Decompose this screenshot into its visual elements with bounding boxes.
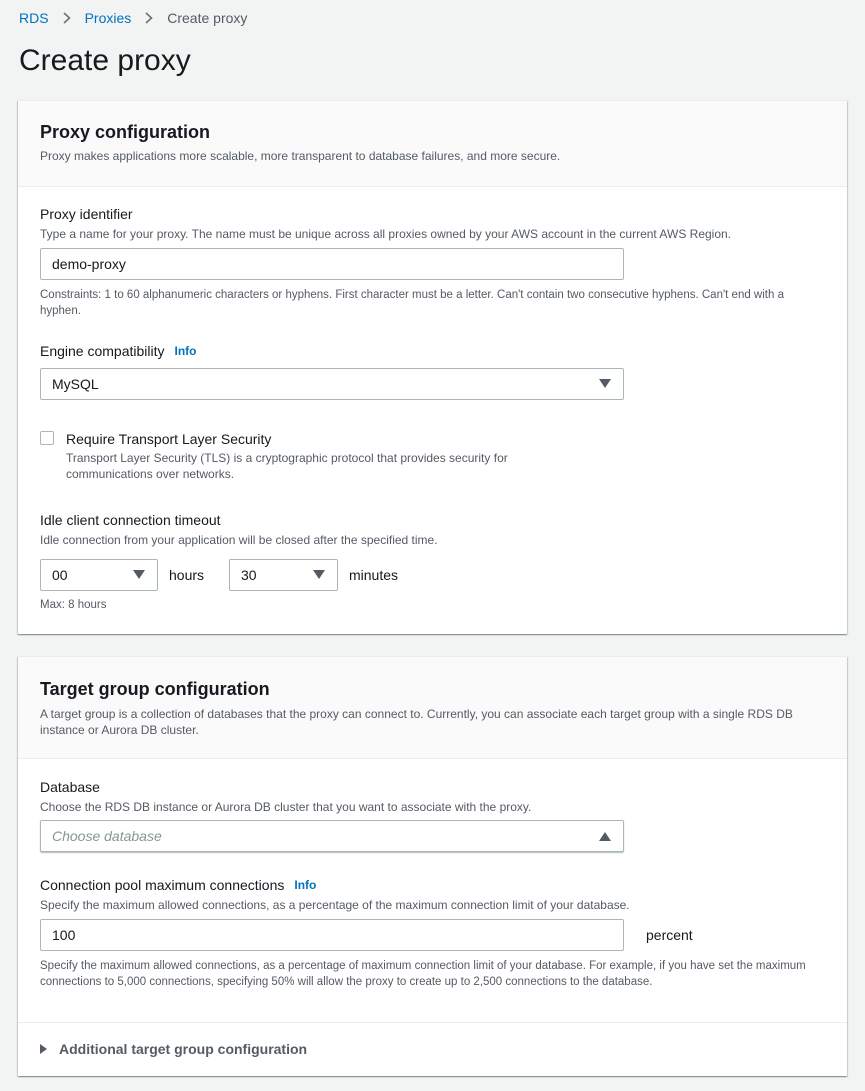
require-tls-checkbox[interactable] bbox=[40, 431, 54, 445]
engine-info-link[interactable]: Info bbox=[174, 344, 197, 358]
proxy-identifier-constraints: Constraints: 1 to 60 alphanumeric characters or hyphens. First character must be a letter. Can't contain two consecutive hyphens. Can't end with a hyphen. bbox=[40, 289, 784, 317]
breadcrumb bbox=[19, 8, 247, 28]
database-select[interactable] bbox=[40, 820, 624, 852]
connection-pool-description: Specify the maximum allowed connections, as a percentage of the maximum connection limit of your database. bbox=[40, 898, 630, 912]
connection-pool-help: Specify the maximum allowed connections, as a percentage of maximum connection limit of your database. For example, if you have set the maximum connections to 5,000 connections, specifying 50% will allow the proxy to create up to 2,500 connections to the database. bbox=[40, 960, 806, 988]
connection-pool-info-link[interactable]: Info bbox=[294, 878, 317, 892]
proxy-configuration-panel bbox=[18, 100, 847, 634]
engine-compatibility-label bbox=[40, 343, 197, 359]
target-group-configuration-panel bbox=[18, 656, 847, 1076]
idle-timeout-description: Idle connection from your application will be closed after the specified time. bbox=[40, 533, 438, 547]
timeout-max-text: Max: 8 hours bbox=[40, 599, 107, 611]
breadcrumb-rds[interactable]: RDS bbox=[19, 10, 49, 26]
hours-value: 00 bbox=[52, 567, 68, 583]
database-description: Choose the RDS DB instance or Aurora DB cluster that you want to associate with the proxy. bbox=[40, 800, 532, 814]
chevron-right-icon bbox=[63, 12, 71, 24]
additional-target-group-expander[interactable] bbox=[40, 1041, 307, 1057]
connection-pool-label bbox=[40, 877, 316, 893]
caret-down-icon bbox=[599, 379, 611, 388]
hours-unit-label: hours bbox=[169, 567, 205, 583]
panel-title: Proxy configuration bbox=[40, 122, 211, 142]
hours-select[interactable] bbox=[40, 559, 158, 591]
breadcrumb-proxies[interactable]: Proxies bbox=[84, 10, 132, 26]
connection-pool-label-text: Connection pool maximum connections bbox=[40, 877, 285, 893]
panel-title: Target group configuration bbox=[40, 679, 270, 699]
percent-unit-label: percent bbox=[646, 927, 693, 943]
caret-right-icon bbox=[40, 1044, 47, 1054]
minutes-select[interactable] bbox=[229, 559, 338, 591]
database-label: Database bbox=[40, 779, 100, 795]
caret-down-icon bbox=[313, 570, 325, 579]
additional-target-group-label: Additional target group configuration bbox=[59, 1041, 308, 1057]
page-title: Create proxy bbox=[19, 44, 191, 77]
connection-pool-input[interactable]: 100 bbox=[40, 919, 624, 951]
minutes-value: 30 bbox=[241, 567, 257, 583]
panel-header bbox=[18, 657, 847, 759]
chevron-right-icon bbox=[145, 12, 153, 24]
panel-header bbox=[18, 101, 847, 187]
engine-compatibility-select[interactable] bbox=[40, 368, 624, 400]
database-placeholder: Choose database bbox=[52, 828, 162, 844]
idle-timeout-label: Idle client connection timeout bbox=[40, 512, 221, 528]
panel-description: Proxy makes applications more scalable, more transparent to database failures, and more secure. bbox=[40, 149, 561, 163]
divider bbox=[18, 1022, 847, 1023]
engine-compatibility-value: MySQL bbox=[52, 376, 99, 392]
panel-description: A target group is a collection of databases that the proxy can connect to. Currently, you can associate each target group with a single RDS DB instance or Aurora DB cluster. bbox=[40, 707, 793, 737]
proxy-identifier-input[interactable]: demo-proxy bbox=[40, 248, 624, 280]
caret-down-icon bbox=[133, 570, 145, 579]
proxy-identifier-description: Type a name for your proxy. The name must be unique across all proxies owned by your AWS account in the current AWS Region. bbox=[40, 227, 732, 241]
require-tls-description: Transport Layer Security (TLS) is a cryptographic protocol that provides security for communications over networks. bbox=[66, 451, 508, 481]
require-tls-label[interactable]: Require Transport Layer Security bbox=[66, 431, 272, 447]
caret-up-icon bbox=[599, 832, 611, 841]
proxy-identifier-label: Proxy identifier bbox=[40, 206, 133, 222]
minutes-unit-label: minutes bbox=[349, 567, 399, 583]
breadcrumb-current: Create proxy bbox=[167, 10, 248, 26]
engine-compatibility-label-text: Engine compatibility bbox=[40, 343, 165, 359]
